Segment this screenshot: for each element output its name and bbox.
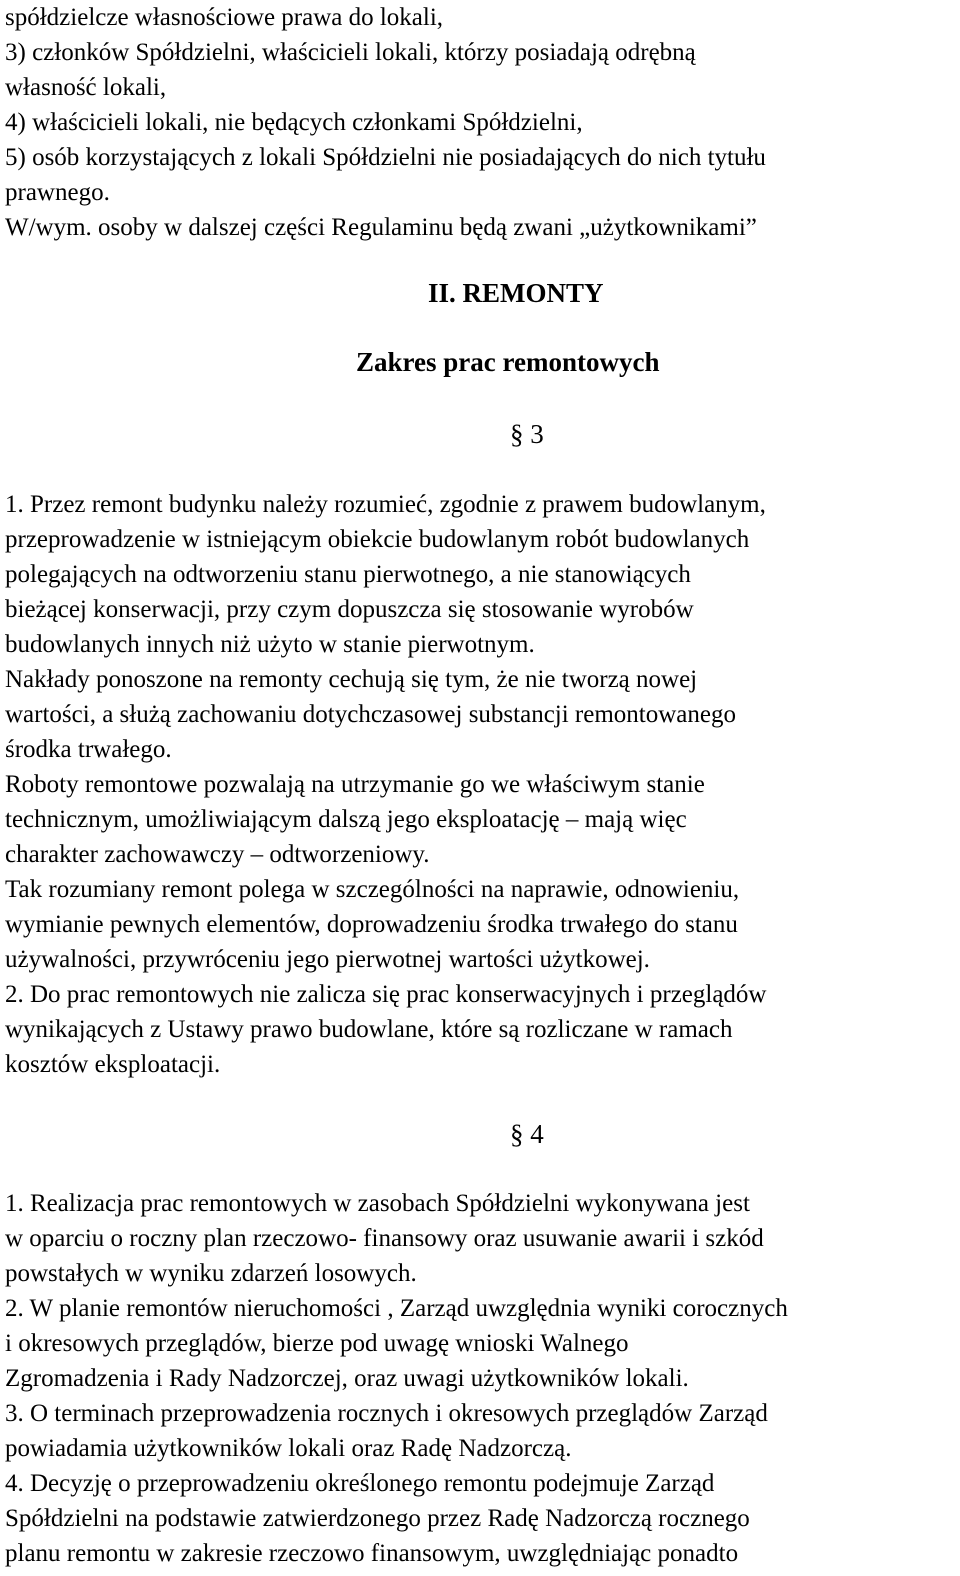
section-4-line: 1. Realizacja prac remontowych w zasobach Spółdzielni wykonywana jest xyxy=(5,1190,750,1217)
section-3-line: charakter zachowawczy – odtworzeniowy. xyxy=(5,841,430,868)
intro-line: 3) członków Spółdzielni, właścicieli lokali, którzy posiadają odrębną xyxy=(5,39,696,66)
section-3-line: kosztów eksploatacji. xyxy=(5,1051,221,1078)
chapter-title: II. REMONTY xyxy=(428,278,604,308)
section-4-mark: § 4 xyxy=(510,1119,544,1149)
section-3-line: wartości, a służą zachowaniu dotychczasowej substancji remontowanego xyxy=(5,701,736,728)
chapter-subtitle: Zakres prac remontowych xyxy=(356,347,660,377)
section-4-line: w oparciu o roczny plan rzeczowo- finansowy oraz usuwanie awarii i szkód xyxy=(5,1225,764,1252)
section-4-line: Spółdzielni na podstawie zatwierdzonego przez Radę Nadzorczą rocznego xyxy=(5,1505,750,1532)
section-3-line: Tak rozumiany remont polega w szczególności na naprawie, odnowieniu, xyxy=(5,876,740,903)
section-4-line: planu remontu w zakresie rzeczowo finansowym, uwzględniając ponadto xyxy=(5,1540,739,1567)
section-3-line: wymianie pewnych elementów, doprowadzeniu środka trwałego do stanu xyxy=(5,911,738,938)
intro-line: 5) osób korzystających z lokali Spółdzielni nie posiadających do nich tytułu xyxy=(5,144,766,171)
section-3-line: używalności, przywróceniu jego pierwotnej wartości użytkowej. xyxy=(5,946,650,973)
intro-line: 4) właścicieli lokali, nie będących członkami Spółdzielni, xyxy=(5,109,583,136)
section-4-line: Zgromadzenia i Rady Nadzorczej, oraz uwagi użytkowników lokali. xyxy=(5,1365,689,1392)
section-3-line: wynikających z Ustawy prawo budowlane, które są rozliczane w ramach xyxy=(5,1016,733,1043)
section-3-line: bieżącej konserwacji, przy czym dopuszcza się stosowanie wyrobów xyxy=(5,596,694,623)
section-3-line: technicznym, umożliwiającym dalszą jego eksploatację – mają więc xyxy=(5,806,687,833)
section-4-line: powiadamia użytkowników lokali oraz Radę Nadzorczą. xyxy=(5,1435,572,1462)
section-4-line: powstałych w wyniku zdarzeń losowych. xyxy=(5,1260,417,1287)
section-4-line: 2. W planie remontów nieruchomości , Zarząd uwzględnia wyniki corocznych xyxy=(5,1295,788,1322)
intro-line: własność lokali, xyxy=(5,74,167,101)
section-3-line: 2. Do prac remontowych nie zalicza się prac konserwacyjnych i przeglądów xyxy=(5,981,767,1008)
intro-line: spółdzielcze własnościowe prawa do lokali, xyxy=(5,4,444,31)
section-3-line: środka trwałego. xyxy=(5,736,172,763)
intro-line: W/wym. osoby w dalszej części Regulaminu będą zwani „użytkownikami” xyxy=(5,214,757,241)
section-3-line: budowlanych innych niż użyto w stanie pierwotnym. xyxy=(5,631,535,658)
section-3-line: przeprowadzenie w istniejącym obiekcie budowlanym robót budowlanych xyxy=(5,526,750,553)
section-3-line: polegających na odtworzeniu stanu pierwotnego, a nie stanowiących xyxy=(5,561,691,588)
section-4-line: 3. O terminach przeprowadzenia rocznych i okresowych przeglądów Zarząd xyxy=(5,1400,768,1427)
section-3-line: Roboty remontowe pozwalają na utrzymanie go we właściwym stanie xyxy=(5,771,705,798)
section-4-line: 4. Decyzję o przeprowadzeniu określonego remontu podejmuje Zarząd xyxy=(5,1470,715,1497)
section-4-line: i okresowych przeglądów, bierze pod uwagę wnioski Walnego xyxy=(5,1330,629,1357)
section-3-line: 1. Przez remont budynku należy rozumieć, zgodnie z prawem budowlanym, xyxy=(5,491,766,518)
intro-line: prawnego. xyxy=(5,179,110,206)
section-3-mark: § 3 xyxy=(510,419,544,449)
section-3-line: Nakłady ponoszone na remonty cechują się tym, że nie tworzą nowej xyxy=(5,666,698,693)
